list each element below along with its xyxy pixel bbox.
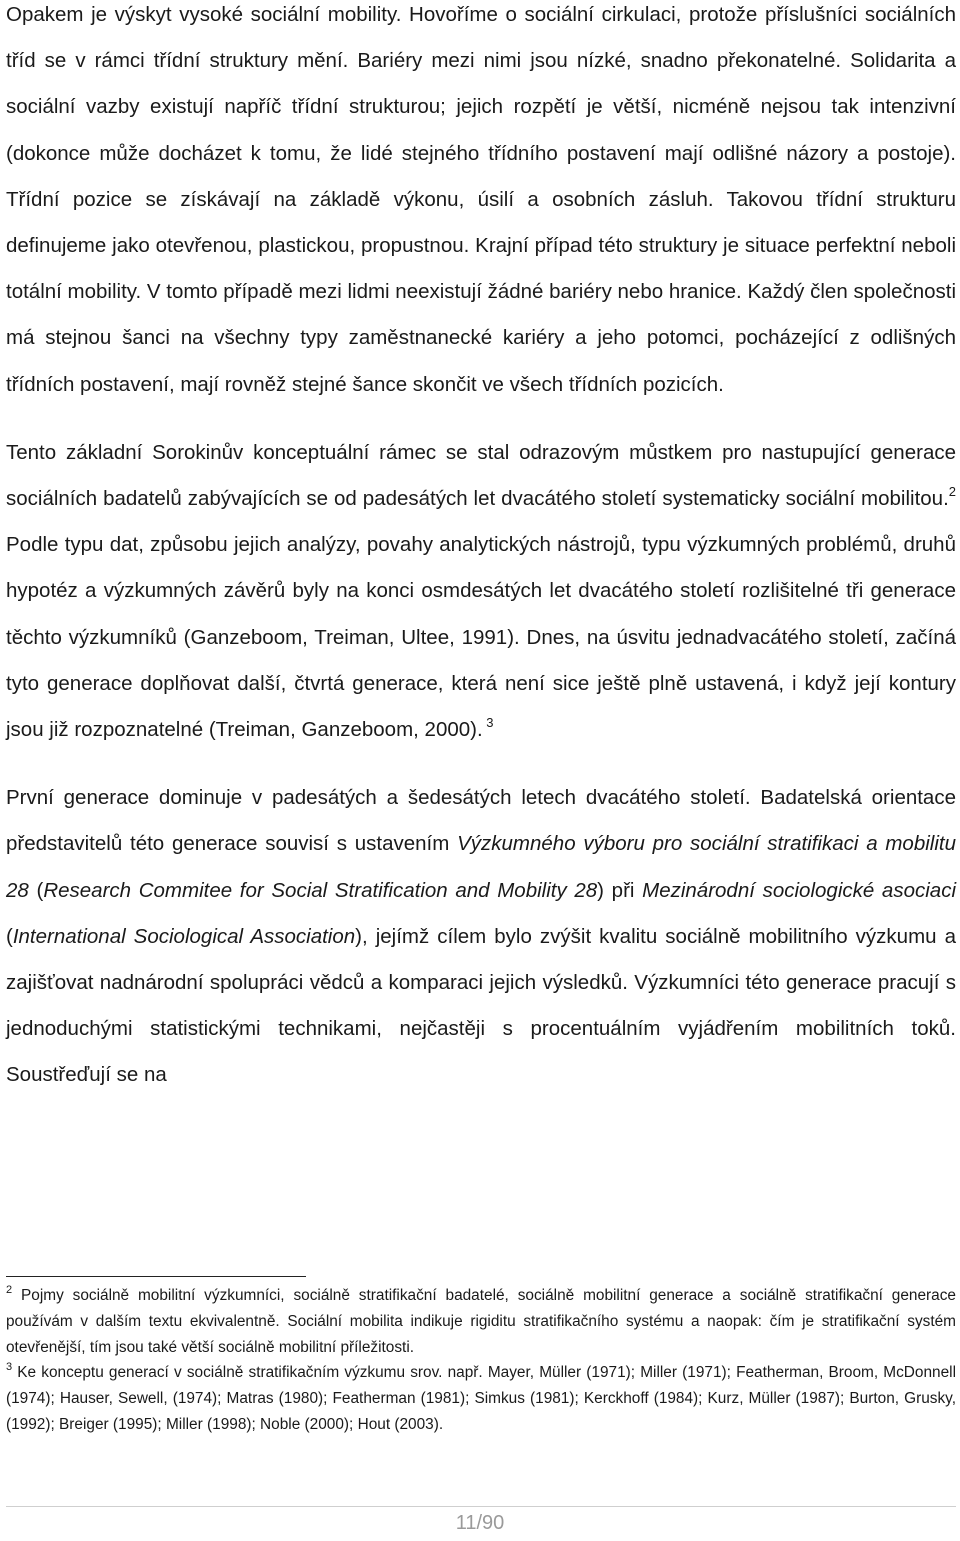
italic-text: International Sociological Association [12,924,356,948]
page-footer-divider [6,1506,956,1507]
paragraph [6,775,956,1098]
paragraph [6,430,956,753]
footnote-text: Pojmy sociálně mobilitní výzkumníci, sociálně stratifikační badatelé, sociálně mobilitní generace a sociálně stratifikační generace používám v dalším textu ekvivalentně. Sociální mobilita indikuje rigiditu stratifikačního systému a naopak: čím je stratifikační systém otevřenější, tím jsou také větší sociálně mobilitní příležitosti. [6,1287,956,1356]
footnote-text: Ke konceptu generací v sociálně stratifikačním výzkumu srov. např. Mayer, Müller (1971); Miller (1971); Featherman, Broom, McDonnell (1974); Hauser, Sewell, (1974); Matras (1980); Featherman (1981); Simkus (1981); Kerckhoff (1984); Kurz, Müller (1987); Burton, Grusky, (1992); Breiger (1995); Miller (1998); Noble (2000); Hout (2003). [6,1364,956,1433]
document-page [6,0,956,1099]
text-run: ( [6,924,13,948]
text-run: Opakem je výskyt vysoké sociální mobility. Hovoříme o sociální cirkulaci, protože příslušníci sociálních tříd se v rámci třídní struktury mění. Bariéry mezi nimi jsou nízké, snadno překonatelné. Solidarita a sociální vazby existují napříč třídní strukturou; jejich rozpětí je větší, nicméně nejsou tak intenzivní (dokonce může docházet k tomu, že lidé stejného třídního postavení mají odlišné názory a postoje). Třídní pozice se získávají na základě výkonu, úsilí a osobních zásluh. Takovou třídní strukturu definujeme jako otevřenou, plastickou, propustnou. Krajní případ této struktury je situace perfektní neboli totální mobility. V tomto případě mezi lidmi neexistují žádné bariéry nebo hranice. Každý člen společnosti má stejnou šanci na všechny typy zaměstnanecké kariéry a jeho potomci, pocházející z odlišných třídních postavení, mají rovněž stejné šance skončit ve všech třídních pozicích. [6,3,956,396]
footnote [6,1360,956,1437]
footnote-reference: 2 [948,484,956,500]
italic-text: Výzkumného výboru pro sociální stratifikaci a mobilitu 28 [6,832,956,902]
text-run: ) při [597,878,643,902]
text-run: První generace dominuje v padesátých a šedesátých letech dvacátého století. Badatelská orientace představitelů této generace souvisí s ustavením [6,786,956,856]
footnote-reference: 3 [482,715,494,731]
page-number: 11/90 [455,1512,505,1534]
text-run: Tento základní Sorokinův konceptuální rámec se stal odrazovým můstkem pro nastupující generace sociálních badatelů zabývajících se od padesátých let dvacátého století systematicky sociální mobilitou. [6,440,956,511]
paragraph [6,0,956,408]
footnote-separator [6,1276,306,1277]
text-run: Podle typu dat, způsobu jejich analýzy, povahy analytických nástrojů, typu výzkumných problémů, druhů hypotéz a výzkumných závěrů byly na konci osmdesátých let dvacátého století rozlišitelné tři generace těchto výzkumníků (Ganzeboom, Treiman, Ultee, 1991). Dnes, na úsvitu jednadvacátého století, začíná tyto generace doplňovat další, čtvrtá generace, která není sice ještě plně ustavená, i když její kontury jsou již rozpoznatelné (Treiman, Ganzeboom, 2000). [6,533,956,742]
footnote-number: 3 [6,1361,13,1374]
footnote [6,1283,956,1360]
text-run: ( [28,878,44,902]
italic-text: Mezinárodní sociologické asociaci [642,878,956,902]
footnotes [6,1283,956,1438]
body-text [6,0,956,1099]
text-run: ), jejímž cílem bylo zvýšit kvalitu sociálně mobilitního výzkumu a zajišťovat nadnárodní spolupráci vědců a komparaci jejich výsledků. Výzkumníci této generace pracují s jednoduchými statistickými technikami, nejčastěji s procentuálním vyjádřením mobilitních toků. Soustřeďují se na [6,924,956,1087]
italic-text: Research Commitee for Social Stratification and Mobility 28 [43,878,598,902]
footnote-number: 2 [6,1284,13,1296]
